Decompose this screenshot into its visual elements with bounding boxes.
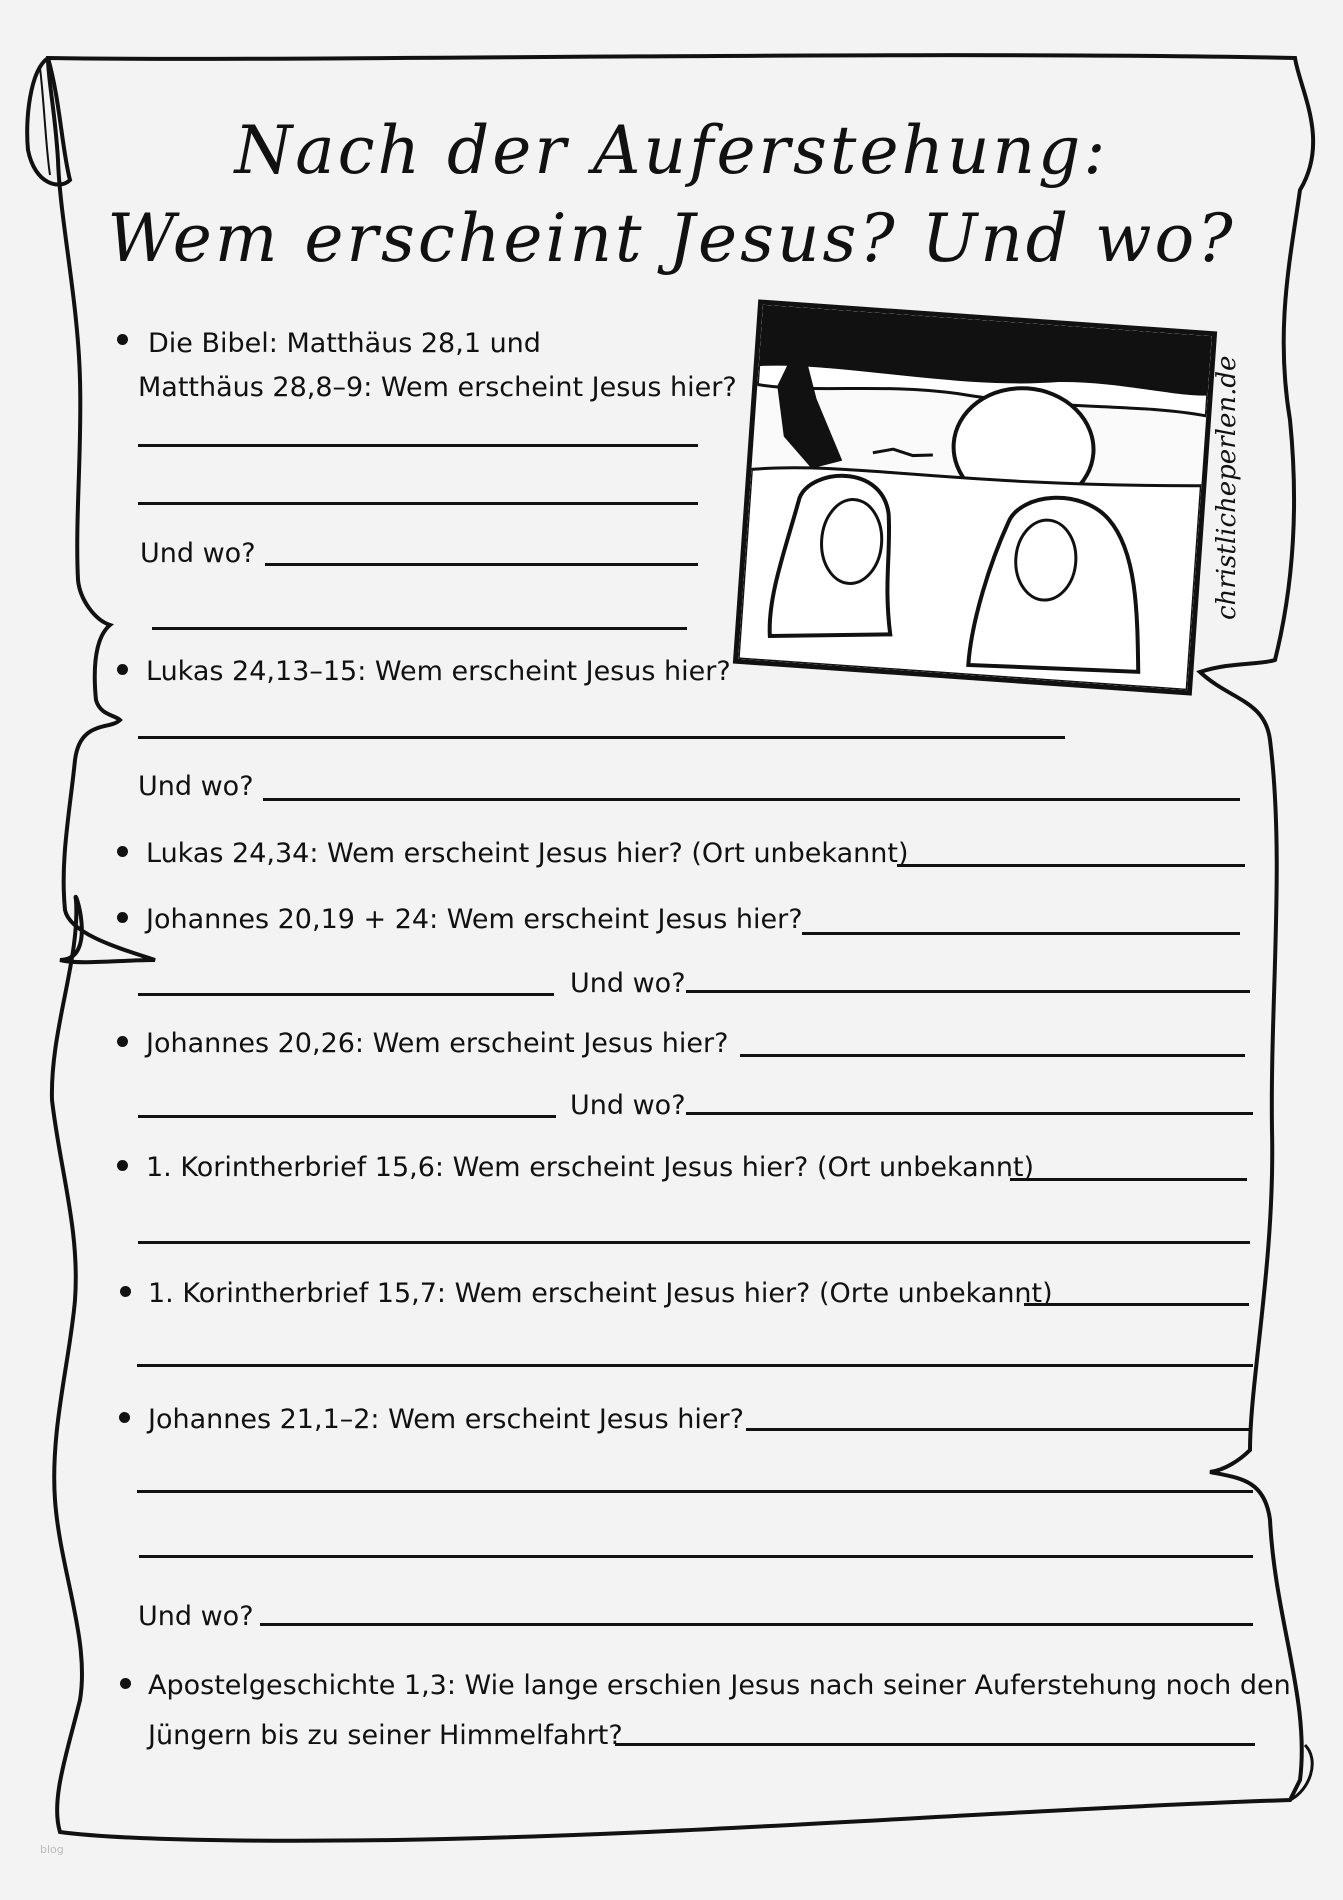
answer-line[interactable]	[740, 1054, 1245, 1057]
answer-line[interactable]	[137, 1490, 1253, 1493]
bullet-dot	[117, 1036, 128, 1047]
answer-line[interactable]	[138, 502, 698, 505]
bullet-dot	[117, 1160, 128, 1171]
answer-line[interactable]	[615, 1743, 1255, 1746]
answer-line[interactable]	[139, 1555, 1253, 1558]
und-wo-label: Und wo?	[570, 968, 686, 999]
answer-line[interactable]	[137, 1364, 1253, 1367]
answer-line[interactable]	[686, 1112, 1253, 1115]
answer-line[interactable]	[152, 627, 687, 630]
question-6-text: 1. Korintherbrief 15,6: Wem erscheint Jesus hier? (Ort unbekannt)	[146, 1152, 1035, 1183]
tomb-scene-illustration	[733, 299, 1217, 695]
answer-line[interactable]	[897, 864, 1245, 867]
und-wo-label: Und wo?	[138, 771, 254, 802]
answer-line[interactable]	[138, 444, 698, 447]
bullet-dot	[120, 1678, 131, 1689]
answer-line[interactable]	[746, 1428, 1251, 1431]
answer-line[interactable]	[265, 563, 698, 566]
answer-line[interactable]	[1010, 1178, 1247, 1181]
question-9-line1: Apostelgeschichte 1,3: Wie lange erschien Jesus nach seiner Auferstehung noch den	[148, 1670, 1291, 1701]
worksheet-title-line2: Wem erscheint Jesus? Und wo?	[107, 200, 1236, 277]
und-wo-label: Und wo?	[140, 538, 256, 569]
bullet-dot	[120, 1286, 131, 1297]
question-7-text: 1. Korintherbrief 15,7: Wem erscheint Jesus hier? (Orte unbekannt)	[148, 1278, 1053, 1309]
answer-line[interactable]	[138, 1115, 556, 1118]
question-5-text: Johannes 20,26: Wem erscheint Jesus hier?	[146, 1028, 729, 1059]
bullet-dot	[117, 912, 128, 923]
answer-line[interactable]	[263, 798, 1240, 801]
answer-line[interactable]	[260, 1623, 1253, 1626]
question-1-line2: Matthäus 28,8–9: Wem erscheint Jesus hier?	[138, 372, 737, 403]
worksheet-title-line1: Nach der Auferstehung:	[234, 112, 1109, 189]
answer-line[interactable]	[138, 993, 554, 996]
bullet-dot	[119, 1412, 130, 1423]
answer-line[interactable]	[1024, 1303, 1249, 1306]
corner-mark: blog	[40, 1843, 64, 1856]
answer-line[interactable]	[686, 990, 1250, 993]
question-2-text: Lukas 24,13–15: Wem erscheint Jesus hier?	[146, 656, 731, 687]
und-wo-label: Und wo?	[570, 1090, 686, 1121]
bullet-dot	[117, 846, 128, 857]
answer-line[interactable]	[802, 932, 1240, 935]
watermark-text: christlicheperlen.de	[1212, 355, 1242, 620]
question-9-line2: Jüngern bis zu seiner Himmelfahrt?	[148, 1720, 623, 1751]
bullet-dot	[117, 334, 128, 345]
question-1-line1: Die Bibel: Matthäus 28,1 und	[148, 328, 541, 359]
question-3-text: Lukas 24,34: Wem erscheint Jesus hier? (Ort unbekannt)	[146, 838, 909, 869]
question-8-text: Johannes 21,1–2: Wem erscheint Jesus hier?	[148, 1404, 744, 1435]
bullet-dot	[117, 664, 128, 675]
answer-line[interactable]	[138, 736, 1065, 739]
question-4-text: Johannes 20,19 + 24: Wem erscheint Jesus hier?	[146, 904, 803, 935]
und-wo-label: Und wo?	[138, 1601, 254, 1632]
answer-line[interactable]	[138, 1241, 1250, 1244]
